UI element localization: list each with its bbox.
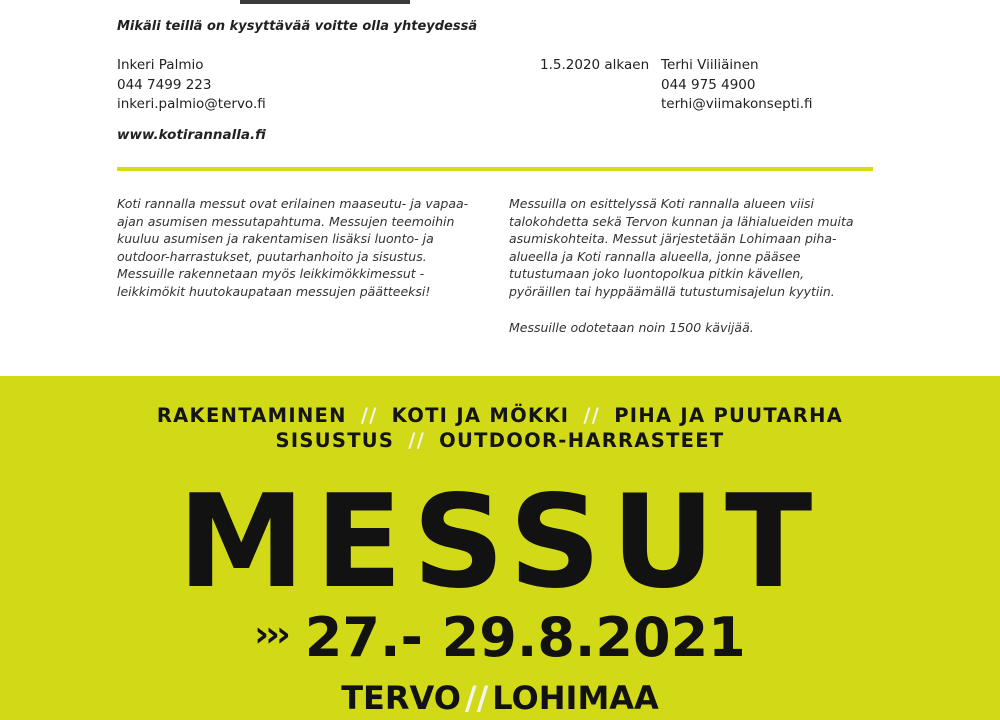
divider-rule (117, 167, 873, 171)
event-dates (0, 604, 1000, 669)
event-title: MESSUT (177, 468, 823, 617)
topic: RAKENTAMINEN (156, 404, 347, 427)
separator: // (360, 404, 378, 427)
topics-line-2 (0, 429, 1000, 452)
contact-name: Inkeri Palmio (117, 57, 204, 73)
separator: // (583, 404, 601, 427)
body-column-left (117, 195, 472, 301)
topic: PIHA JA PUUTARHA (614, 404, 844, 427)
header-bar-fragment (240, 0, 410, 4)
contact-name: Terhi Viiliäinen (661, 57, 759, 73)
contact-person-1 (117, 56, 266, 115)
visitor-note: Messuille odotetaan noin 1500 kävijää. (509, 319, 754, 335)
contact-intro: Mikäli teillä on kysyttävää voitte olla yhteydessä (117, 19, 478, 34)
location-town: TERVO (341, 679, 461, 717)
event-location (0, 678, 1000, 718)
contact-email[interactable]: terhi@viimakonsepti.fi (661, 96, 813, 112)
body-column-right (509, 195, 864, 336)
separator: // (408, 429, 426, 452)
location-venue: LOHIMAA (492, 679, 659, 717)
date-note-text: 1.5.2020 alkaen (540, 57, 650, 73)
chevrons-icon: ››› (254, 614, 287, 655)
contact-phone: 044 975 4900 (661, 76, 756, 93)
separator: // (464, 679, 489, 717)
body-paragraph: Messuilla on esittelyssä Koti rannalla alueen viisi talokohdetta sekä Tervon kunnan ja lähialueiden muita asumiskohteita. Messut järjestetään Lohimaan piha-alueella ja Koti rannalla alueella, jonne pääsee tutustumaan joko luontopolkua pitkin kävellen, pyöräillen tai hyppäämällä tutustumisajelun kyytiin. (509, 196, 854, 299)
contact-person-2 (661, 56, 813, 115)
topic: KOTI JA MÖKKI (391, 404, 570, 427)
topic: OUTDOOR-HARRASTEET (439, 429, 725, 452)
body-paragraph: Koti rannalla messut ovat erilainen maaseutu- ja vapaa-ajan asumisen messutapahtuma. Messujen teemoihin kuuluu asumisen ja rakentamisen lisäksi luonto- ja outdoor-harrastukset, puutarhanhoito ja sisustus. Messuille rakennetaan myös leikkimökkimessut - leikkimökit huutokaupataan messujen päätteeksi! (117, 196, 469, 299)
website-link[interactable]: www.kotirannalla.fi (117, 127, 266, 143)
contact-email[interactable]: inkeri.palmio@tervo.fi (117, 96, 266, 112)
contact-date-note (540, 56, 649, 76)
topic: SISUSTUS (275, 429, 395, 452)
contact-phone: 044 7499 223 (117, 76, 212, 93)
date-range: 27.- 29.8.2021 (304, 606, 746, 669)
topics-line-1 (0, 404, 1000, 427)
